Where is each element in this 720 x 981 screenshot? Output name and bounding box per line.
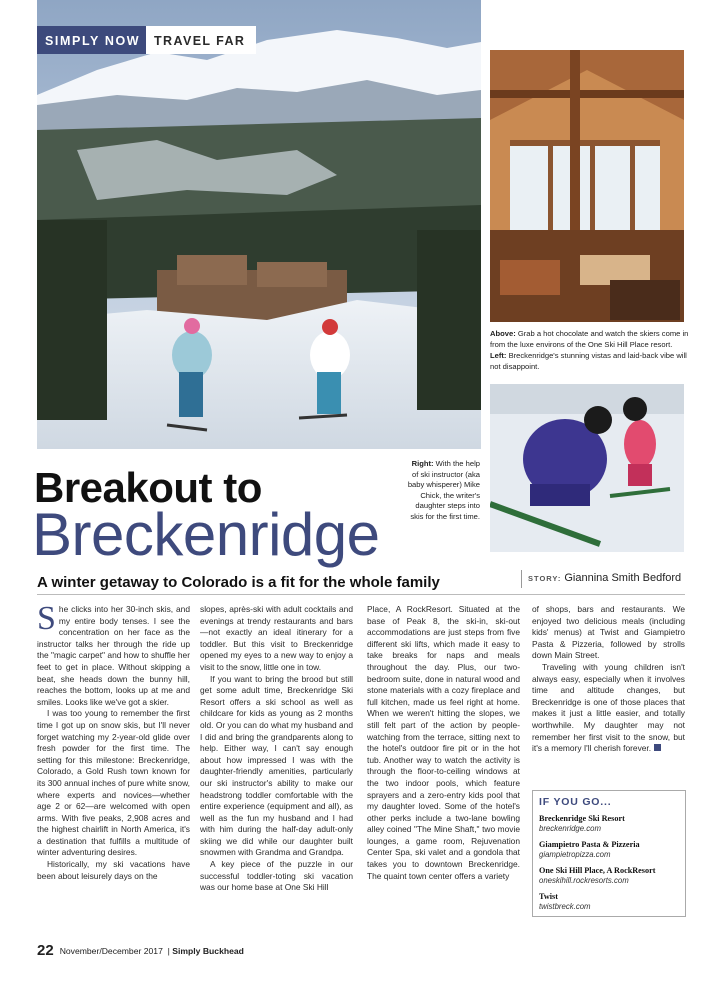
section-subtag: TRAVEL FAR	[146, 26, 256, 54]
article-column-3	[367, 604, 520, 882]
article-paragraph: She clicks into her 30-inch skis, and my entire body tenses. I see the concentration on her face as the instructor talks her through the ride up the "magic carpet" and how to shuffle her feet to get in place. Without skipping a beat, she heads down the bunny hill, reaches the bottom, looks up at me and smiles. Looks like we've got a skier.	[37, 600, 190, 707]
if-you-go-heading: IF YOU GO...	[539, 796, 612, 808]
end-mark-icon	[654, 744, 661, 751]
footer-separator: |	[167, 946, 170, 956]
list-item	[539, 840, 679, 860]
article-paragraph: Traveling with young children isn't always easy, especially when it involves time and altitude changes, but Breckenridge is one of those places that makes it just a little easier, and totally worthwhile. My daughter may not remember her first visit to the snow, but it's a memory I'll cherish forever.	[532, 661, 685, 754]
byline-author: Giannina Smith Bedford	[564, 572, 682, 584]
article-paragraph: Place, A RockResort. Situated at the base of Peak 8, the ski-in, ski-out accommodations are just steps from five different ski lifts, which made it easy to take breaks for naps and meals throughout the day. Plus, our two-bedroom suite, done in natural wood and stone materials with a cozy fireplace and full kitchen, made us feel right at home. When we weren't hitting the slopes, we still felt part of the action by people-watching from the terrace, sitting next to the hotel's outdoor fire pit or in the hot tub. Another way to watch the activity is through the floor-to-ceiling windows at the two indoor pools, which feature sprayers and a zero-entry kids pool that my daughter loved. Some of the hotel's other perks include a two-lane bowling alley coined "The Mine Shaft," two movie lounges, a game room, Rejuvenation Center Spa, ski valet and a gondola that takes you to downtown Breckenridge. The quaint town center offers a variety	[367, 604, 520, 881]
list-item	[539, 814, 679, 834]
issue-date: November/December 2017	[59, 946, 163, 956]
caption-text: Breckenridge's stunning vistas and laid-back vibe will not disappoint.	[490, 351, 687, 371]
if-you-go-box	[532, 790, 686, 917]
article-column-1	[37, 600, 190, 882]
headline-line1: Breakout to	[34, 464, 262, 511]
caption-lead: Left:	[490, 351, 507, 360]
hero-photo-breckenridge	[37, 0, 481, 449]
article-column-4	[532, 604, 685, 755]
list-item	[539, 892, 679, 912]
venue-url[interactable]: twistbreck.com	[539, 902, 591, 911]
venue-url[interactable]: oneskihill.rockresorts.com	[539, 876, 629, 885]
byline	[521, 570, 685, 588]
page-number: 22	[37, 942, 54, 959]
page-footer	[37, 942, 244, 959]
caption-lead: Above:	[490, 329, 516, 338]
publication-name: Simply Buckhead	[172, 946, 244, 956]
venue-url[interactable]: giampietropizza.com	[539, 850, 611, 859]
dropcap: S	[37, 600, 56, 637]
divider	[37, 594, 685, 595]
venue-name: Giampietro Pasta & Pizzeria	[539, 840, 640, 849]
caption-lead: Right:	[411, 459, 434, 468]
article-paragraph: A key piece of the puzzle in our successful toddler-toting ski vacation was our home base at One Ski Hill	[200, 859, 353, 893]
byline-label: STORY:	[528, 574, 562, 583]
caption-text: With the help of ski instructor (aka baby whisperer) Mike Chick, the writer's daughter steps into skis for the first time.	[407, 459, 480, 521]
article-paragraph: slopes, après-ski with adult cocktails and evenings at trendy restaurants and bars—not exactly an ideal itinerary for a toddler. But this visit to Breckenridge opened my eyes to a new way to enjoy a visit to the snow, little one in tow.	[200, 604, 353, 672]
article-column-2	[200, 604, 353, 894]
venue-name: Breckenridge Ski Resort	[539, 814, 625, 823]
photo-caption-right	[406, 459, 480, 523]
lodge-interior-photo	[490, 50, 684, 322]
article-paragraph: of shops, bars and restaurants. We enjoyed two delicious meals (including kids' menus) at Twist and Giampietro Pasta & Pizzeria, followed by strolls down Main Street.	[532, 604, 685, 661]
ski-instructor-photo	[490, 384, 684, 552]
article-paragraph: I was too young to remember the first time I got up on snow skis, but I'll never forget watching my 2-year-old glide over fresh powder for the first time. The setting for this milestone: Breckenridge, Colorado, a Gold Rush town known for its 300 annual inches of pure white snow, where experts and novices—whether age 2 or 62—are welcomed with open arms. With five peaks, 2,908 acres and the highest chairlift in North America, it's a destination that fulfills a multitude of winter adventuring desires.	[37, 708, 190, 858]
subtitle: A winter getaway to Colorado is a fit for the whole family	[37, 574, 440, 591]
caption-text: Grab a hot chocolate and watch the skiers come in from the luxe environs of the One Ski Hill Place resort.	[490, 329, 689, 349]
list-item	[539, 866, 679, 886]
photo-caption-top	[490, 328, 690, 372]
article-paragraph: If you want to bring the brood but still get some adult time, Breckenridge Ski Resort offers a ski school as well as childcare for kids as young as 2 months old. Or you can do what my husband and I did and bring the grandparents along to help. Either way, I can't say enough about how impressed I was with the daughter-friendly amenities, particularly our ski instructor's ability to make our headstrong toddler comfortable with the entire experience (equipment and all), as well as the fun my husband and I had with him during the half-day adult-only skiing we did while our daughter built snowmen with Grandma and Grandpa.	[200, 673, 353, 858]
venue-url[interactable]: breckenridge.com	[539, 824, 601, 833]
article-paragraph: Historically, my ski vacations have been about leisurely days on the	[37, 859, 190, 881]
section-tag: SIMPLY NOW	[37, 26, 146, 54]
headline-line2: Breckenridge	[32, 501, 380, 568]
venue-name: Twist	[539, 892, 558, 901]
venue-name: One Ski Hill Place, A RockResort	[539, 866, 656, 875]
